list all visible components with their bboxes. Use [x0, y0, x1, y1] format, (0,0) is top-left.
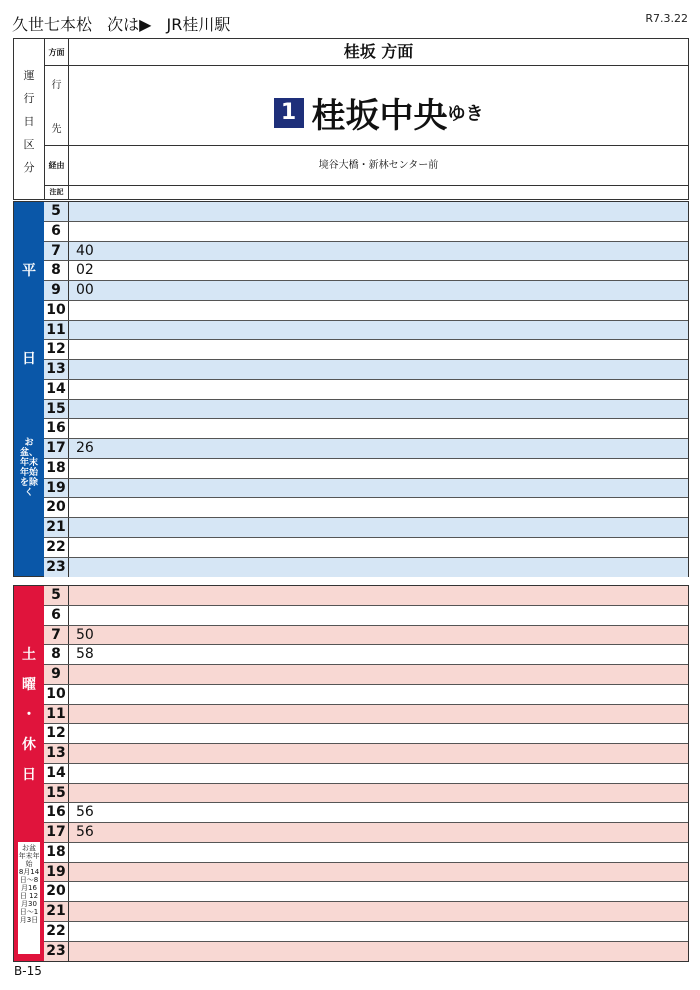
hour-cell: 8 [44, 645, 69, 664]
hour-cell: 15 [44, 400, 69, 419]
table-row [44, 705, 688, 725]
weekday-band [14, 202, 44, 576]
holiday-note-title: お盆 年末年始 [18, 844, 40, 868]
holiday-note [18, 842, 40, 954]
dest-label-char: 先 [51, 124, 62, 135]
hour-cell: 11 [44, 321, 69, 340]
table-row [44, 222, 688, 242]
minutes-cell: 00 [76, 282, 94, 298]
notes-cell [69, 186, 688, 199]
table-row [44, 360, 688, 380]
table-row [44, 784, 688, 804]
hour-cell: 6 [44, 606, 69, 625]
table-row [44, 340, 688, 360]
table-row [44, 942, 688, 962]
table-row [44, 242, 688, 262]
hour-cell: 15 [44, 784, 69, 803]
destination [69, 88, 688, 137]
holiday-label-char: ・ [22, 707, 36, 723]
hour-cell: 20 [44, 882, 69, 901]
next-label: 次は▶ [107, 15, 152, 34]
hour-cell: 17 [44, 439, 69, 458]
side-char: 運 [23, 69, 35, 82]
table-row [44, 843, 688, 863]
hour-cell: 11 [44, 705, 69, 724]
hour-cell: 19 [44, 863, 69, 882]
destination-label-cell [45, 66, 69, 146]
route-number-badge: 1 [274, 98, 304, 128]
hour-cell: 13 [44, 360, 69, 379]
table-row [44, 400, 688, 420]
table-row [44, 321, 688, 341]
side-char: 区 [23, 138, 35, 151]
hour-cell: 6 [44, 222, 69, 241]
hour-cell: 10 [44, 685, 69, 704]
hour-cell: 5 [44, 586, 69, 605]
table-row [44, 803, 688, 823]
direction-text: 桂坂 方面 [343, 42, 414, 61]
weekday-label-char: 日 [22, 351, 36, 367]
weekday-label-char: 平 [22, 263, 36, 279]
table-row [44, 922, 688, 942]
destination-name: 桂坂中央 [311, 96, 448, 136]
operation-day-label [14, 39, 45, 199]
direction-cell [69, 39, 688, 66]
hour-cell: 19 [44, 479, 69, 498]
table-row [44, 626, 688, 646]
holiday-label-char: 休 [22, 737, 36, 753]
hour-cell: 17 [44, 823, 69, 842]
table-row [44, 665, 688, 685]
via-cell [69, 146, 688, 186]
hour-cell: 14 [44, 380, 69, 399]
direction-label-cell [45, 39, 69, 66]
hour-cell: 23 [44, 942, 69, 962]
hour-cell: 14 [44, 764, 69, 783]
minutes-cell: 02 [76, 262, 94, 279]
table-row [44, 685, 688, 705]
hour-cell: 21 [44, 518, 69, 537]
holiday-label-char: 日 [22, 767, 36, 783]
holiday-note-dates: 8月14日〜8月16日 12月30日〜1月3日 [18, 868, 40, 924]
hour-cell: 7 [44, 626, 69, 645]
dest-label-char: 行 [51, 80, 62, 91]
weekday-rows [44, 202, 688, 577]
via-label: 経由 [48, 161, 65, 170]
minutes-cell: 26 [76, 440, 94, 456]
hour-cell: 12 [44, 724, 69, 743]
hour-cell: 10 [44, 301, 69, 320]
hour-cell: 18 [44, 843, 69, 862]
direction-label: 方面 [48, 48, 65, 57]
hour-cell: 23 [44, 558, 69, 578]
stop-header [12, 12, 240, 35]
minutes-cell: 40 [76, 242, 94, 259]
table-row [44, 479, 688, 499]
hour-cell: 18 [44, 459, 69, 478]
route-info-box [13, 38, 689, 200]
hour-cell: 5 [44, 202, 69, 221]
hour-cell: 22 [44, 922, 69, 941]
via-label-cell [45, 146, 69, 186]
hour-cell: 20 [44, 498, 69, 517]
hour-cell: 16 [44, 803, 69, 822]
table-row [44, 744, 688, 764]
table-row [44, 645, 688, 665]
page-code: B-15 [14, 964, 42, 978]
table-row [44, 518, 688, 538]
side-char: 分 [23, 161, 35, 174]
table-row [44, 419, 688, 439]
hour-cell: 9 [44, 281, 69, 300]
side-char: 日 [23, 115, 35, 128]
table-row [44, 261, 688, 281]
hour-cell: 21 [44, 902, 69, 921]
weekday-exception-note: お盆、年末年始を除く [19, 438, 38, 498]
table-row [44, 606, 688, 626]
table-row [44, 882, 688, 902]
minutes-cell: 56 [76, 804, 94, 821]
holiday-label-char: 土 [22, 647, 36, 663]
holiday-label-char: 曜 [22, 677, 36, 693]
hour-cell: 8 [44, 261, 69, 280]
table-row [44, 281, 688, 301]
hour-cell: 7 [44, 242, 69, 261]
notes-label-cell [45, 186, 69, 199]
table-row [44, 863, 688, 883]
next-stop: JR桂川駅 [166, 15, 231, 34]
table-row [44, 202, 688, 222]
revision-date: R7.3.22 [645, 12, 688, 25]
table-row [44, 764, 688, 784]
table-row [44, 724, 688, 744]
side-char: 行 [23, 92, 35, 105]
destination-cell [69, 66, 688, 146]
table-row [44, 301, 688, 321]
hour-cell: 12 [44, 340, 69, 359]
holiday-timetable [13, 585, 689, 962]
minutes-cell: 50 [76, 626, 94, 643]
minutes-cell: 56 [76, 824, 94, 840]
minutes-cell: 58 [76, 646, 94, 663]
hour-cell: 9 [44, 665, 69, 684]
table-row [44, 538, 688, 558]
table-row [44, 586, 688, 606]
table-row [44, 439, 688, 459]
destination-suffix: ゆき [447, 103, 484, 125]
hour-cell: 22 [44, 538, 69, 557]
holiday-band [14, 586, 44, 961]
via-text: 境谷大橋・新林センター前 [318, 160, 439, 171]
holiday-rows [44, 586, 688, 961]
table-row [44, 558, 688, 578]
notes-label: 注記 [49, 188, 64, 196]
table-row [44, 823, 688, 843]
table-row [44, 902, 688, 922]
table-row [44, 498, 688, 518]
hour-cell: 16 [44, 419, 69, 438]
hour-cell: 13 [44, 744, 69, 763]
table-row [44, 459, 688, 479]
weekday-timetable [13, 201, 689, 577]
stop-name: 久世七本松 [12, 15, 93, 34]
table-row [44, 380, 688, 400]
